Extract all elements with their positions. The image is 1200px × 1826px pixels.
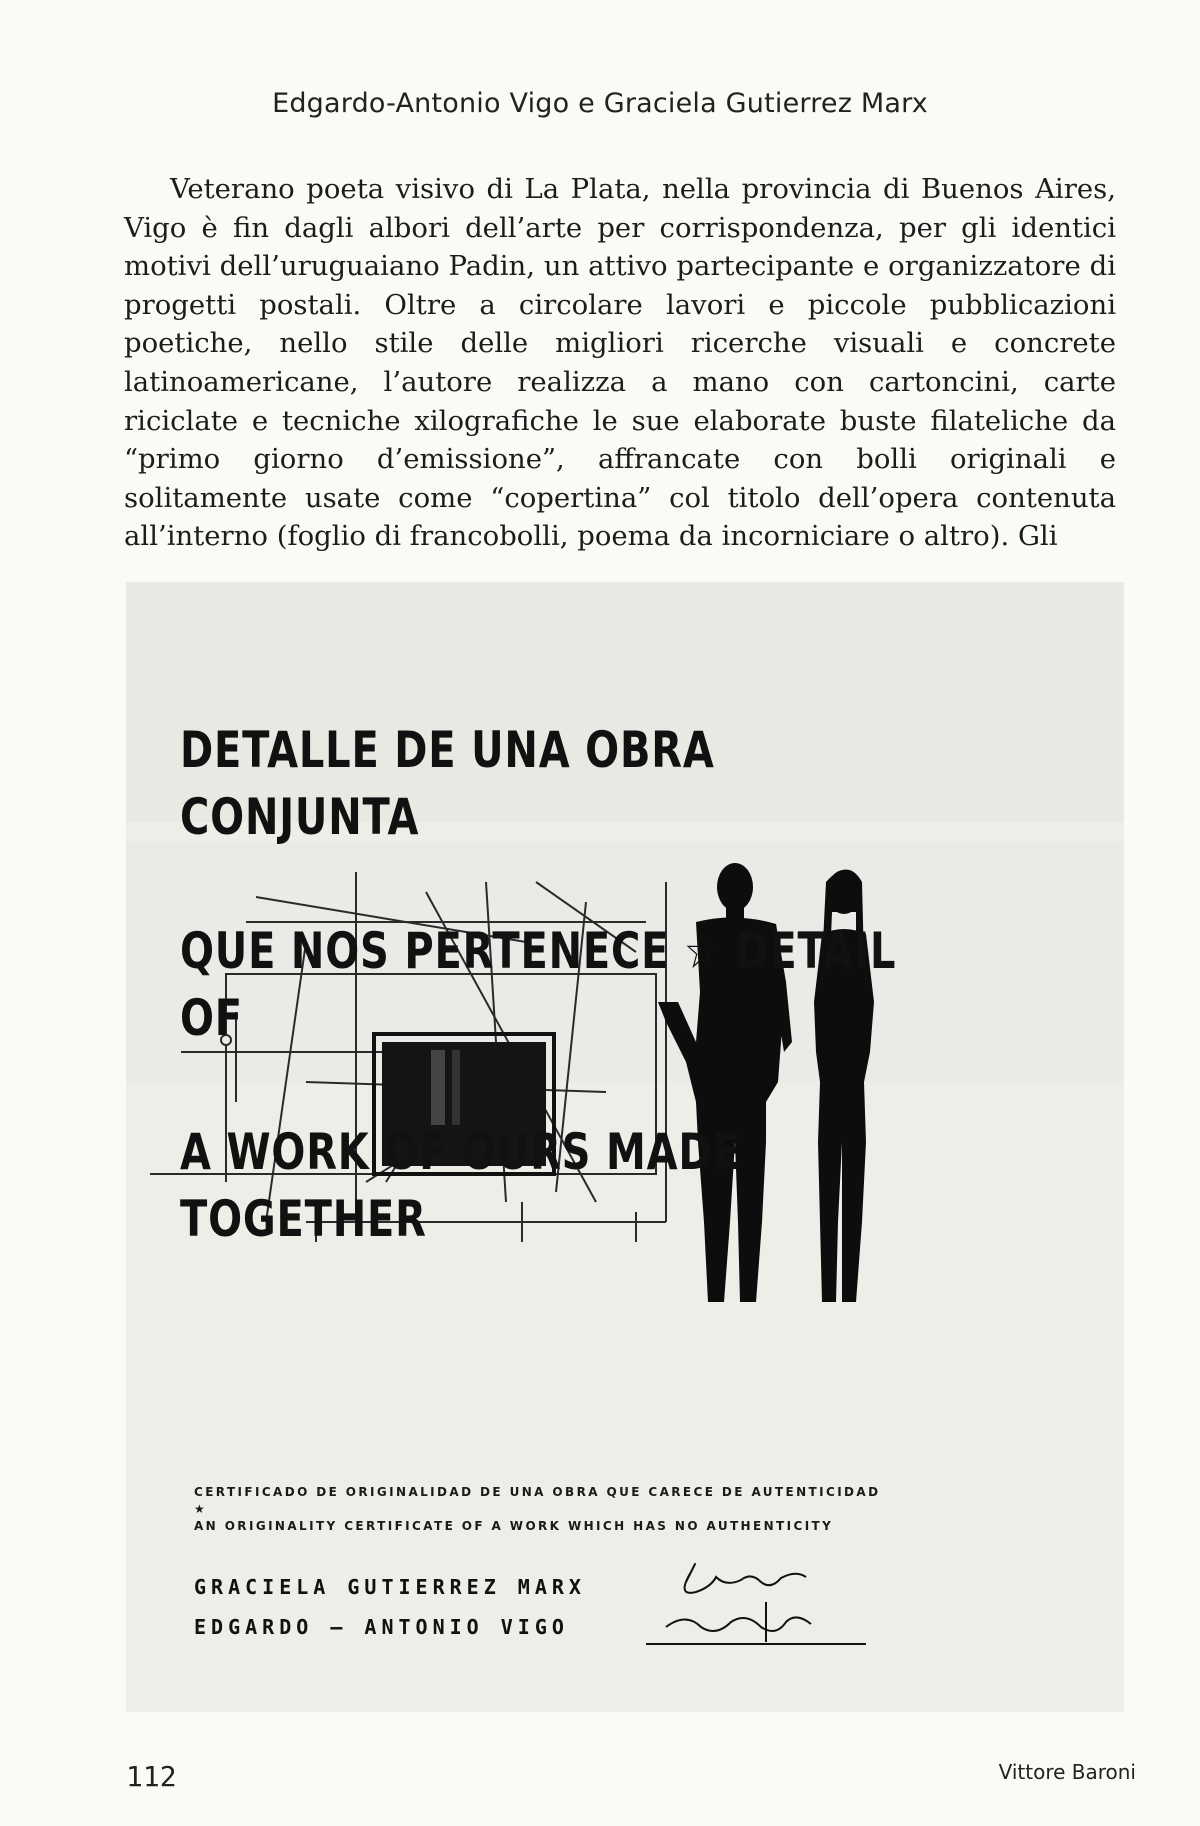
artwork-figure (126, 582, 1124, 1712)
running-header: Edgardo-Antonio Vigo e Graciela Gutierrez Marx (272, 88, 928, 119)
star-icon: ★ (194, 1502, 205, 1516)
artwork-title-line-2: QUE NOS PERTENECE ☆ DETAIL OF (180, 922, 897, 1047)
body-text (124, 170, 1116, 556)
artist-name-vigo: EDGARDO — ANTONIO VIGO (194, 1615, 569, 1639)
artist-names (194, 1567, 586, 1647)
artwork-title-line-3: A WORK OF OURS MADE TOGETHER (180, 1123, 741, 1248)
certificate-spanish: CERTIFICADO DE ORIGINALIDAD DE UNA OBRA QUE CARECE DE AUTENTICIDAD (194, 1485, 881, 1499)
running-footer-author: Vittore Baroni (998, 1760, 1136, 1784)
certificate-text (194, 1482, 954, 1536)
body-paragraph: Veterano poeta visivo di La Plata, nella provincia di Buenos Aires, Vigo è fin dagli albori dell’arte per corrispondenza, per gli identici motivi dell’uruguaiano Padin, un attivo partecipante e organizzatore di progetti postali. Oltre a circolare lavori e piccole pubblicazioni poetiche, nello stile delle migliori ricerche visuali e concrete latinoamericane, l’autore realizza a mano con cartoncini, carte riciclate e tecniche xilografiche le sue elaborate buste filateliche da “primo giorno d’emissione”, affrancate con bolli originali e solitamente usate come “copertina” col titolo dell’opera contenuta all’interno (foglio di francobolli, poema da incorniciare o altro). Gli (124, 173, 1116, 553)
artist-name-gutierrez: GRACIELA GUTIERREZ MARX (194, 1575, 586, 1599)
page-number: 112 (126, 1760, 177, 1793)
artwork-title (180, 650, 900, 1320)
artwork-title-line-1: DETALLE DE UNA OBRA CONJUNTA (180, 721, 715, 846)
certificate-english: AN ORIGINALITY CERTIFICATE OF A WORK WHICH HAS NO AUTHENTICITY (194, 1519, 834, 1533)
handwritten-signatures (646, 1542, 866, 1652)
